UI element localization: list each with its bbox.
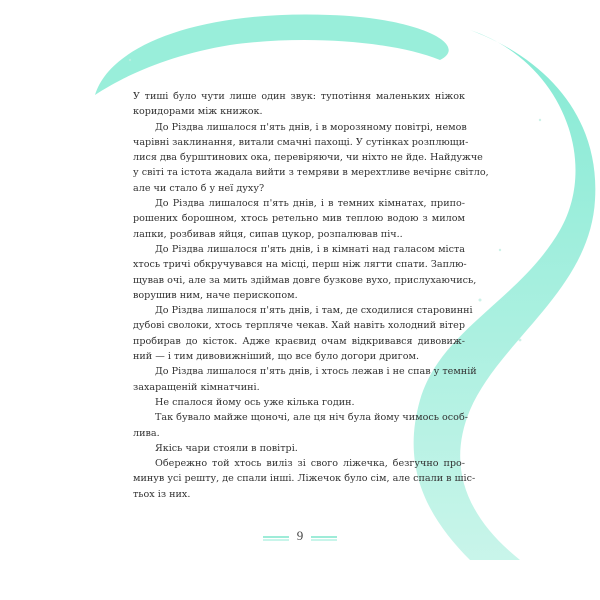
text-line: Обережно той хтось виліз зі свого ліжечка, безгучно про- bbox=[155, 458, 465, 470]
text-line: Не спалося йому ось уже кілька годин. bbox=[155, 396, 355, 408]
top-swirl bbox=[95, 15, 449, 95]
text-line: До Різдва лишалося п'ять днів, і в морозяному повітрі, немов bbox=[155, 121, 467, 133]
right-ornament bbox=[311, 536, 337, 538]
text-line: До Різдва лишалося п'ять днів, і в темних кімнатах, припо- bbox=[155, 198, 465, 210]
text-line: щував очі, але за мить здіймав довге бузкове вухо, прислухаючись, bbox=[133, 274, 477, 286]
text-line: тьох із них. bbox=[133, 488, 191, 500]
text-line: пробирав до кісток. Адже краєвид очам відкривався дивовиж- bbox=[133, 335, 465, 347]
text-line: дубові сволоки, хтось терпляче чекав. Хай навіть холодний вітер bbox=[133, 320, 465, 332]
text-line: ворушив ним, наче перископом. bbox=[133, 289, 298, 301]
text-line: минув усі решту, де спали інші. Ліжечок було сім, але спали в шіс- bbox=[133, 473, 476, 485]
text-line: ний — і тим дивовижніший, що все було догори дригом. bbox=[133, 351, 419, 363]
text-line: лися два бурштинових ока, перевіряючи, чи ніхто не йде. Найдужче bbox=[133, 152, 483, 164]
page-number: 9 bbox=[296, 528, 304, 543]
text-line: До Різдва лишалося п'ять днів, і там, де сходилися старовинні bbox=[155, 305, 473, 317]
text-line: але чи стало б у неї духу? bbox=[133, 182, 265, 194]
text-line: рошених борошном, хтось ретельно мив теплою водою з милом bbox=[133, 213, 465, 225]
text-line: захаращеній кімнатчині. bbox=[133, 381, 260, 393]
text-line: Так бувало майже щоночі, але ця ніч була йому чимось особ- bbox=[155, 412, 468, 424]
text-line: У тиші було чути лише один звук: тупотіння маленьких ніжок bbox=[133, 91, 465, 102]
text-line: хтось тричі обкручувався на місці, перш ніж лягти спати. Заплю- bbox=[133, 259, 467, 271]
body-text bbox=[133, 89, 489, 502]
text-line: До Різдва лишалося п'ять днів, і в кімнаті над галасом міста bbox=[155, 243, 465, 255]
text-line: До Різдва лишалося п'ять днів, і хтось лежав і не спав у темній bbox=[155, 366, 477, 378]
text-line: чарівні заклинання, витали смачні пахощі. У сутінках розплющи- bbox=[133, 136, 469, 148]
text-line: лива. bbox=[133, 427, 160, 439]
left-ornament bbox=[263, 536, 289, 538]
text-line: лапки, розбивав яйця, сипав цукор, розпалював піч.. bbox=[133, 228, 403, 240]
text-line: Якісь чари стояли в повітрі. bbox=[155, 442, 298, 454]
text-line: коридорами між книжок. bbox=[133, 106, 263, 118]
text-line: у світі та істота жадала вийти з темряви в мерехтливе вечірнє світло, bbox=[133, 167, 489, 179]
page-number-footer bbox=[0, 528, 600, 544]
